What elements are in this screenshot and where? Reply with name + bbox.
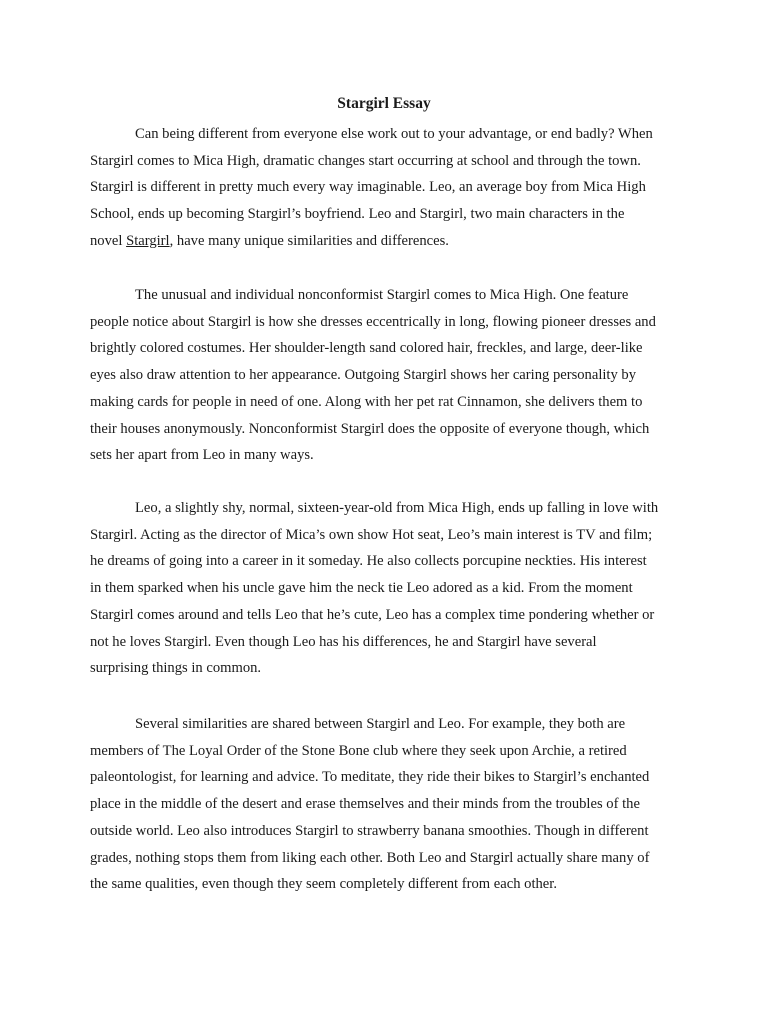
paragraph-line: Leo, a slightly shy, normal, sixteen-year-old from Mica High, ends up falling in love with xyxy=(135,500,659,516)
paragraph-line: making cards for people in need of one. Along with her pet rat Cinnamon, she delivers them to xyxy=(90,393,643,410)
paragraph-line: The unusual and individual nonconformist Stargirl comes to Mica High. One feature xyxy=(135,287,629,303)
paragraph-line: Can being different from everyone else work out to your advantage, or end badly? When xyxy=(135,126,653,142)
paragraph-line: sets her apart from Leo in many ways. xyxy=(90,447,314,464)
paragraph-line: their houses anonymously. Nonconformist Stargirl does the opposite of everyone though, which xyxy=(90,420,650,437)
paragraph-line: he dreams of going into a career in it someday. He also collects porcupine neckties. His interest xyxy=(90,553,647,570)
paragraph-line: surprising things in common. xyxy=(90,660,262,677)
paragraph-line: School, ends up becoming Stargirl’s boyfriend. Leo and Stargirl, two main characters in the xyxy=(90,206,625,223)
line-text: novel xyxy=(90,232,127,249)
line-text: , have many unique similarities and differences. xyxy=(169,232,449,249)
paragraph-line: place in the middle of the desert and erase themselves and their minds from the troubles of the xyxy=(90,796,640,813)
paragraph-line: not he loves Stargirl. Even though Leo has his differences, he and Stargirl have several xyxy=(90,633,597,650)
paragraph-line: brightly colored costumes. Her shoulder-length sand colored hair, freckles, and large, deer-like xyxy=(90,340,643,357)
paragraph-line: Stargirl comes around and tells Leo that he’s cute, Leo has a complex time pondering whether or xyxy=(90,606,655,623)
paragraph-line: paleontologist, for learning and advice. To meditate, they ride their bikes to Stargirl’s enchanted xyxy=(90,769,650,786)
paragraph-2 xyxy=(90,282,680,469)
paragraph-line: Stargirl comes to Mica High, dramatic changes start occurring at school and through the town. xyxy=(90,152,641,169)
paragraph-line: outside world. Leo also introduces Stargirl to strawberry banana smoothies. Though in different xyxy=(90,822,649,839)
paragraph-line: people notice about Stargirl is how she dresses eccentrically in long, flowing pioneer dresses and xyxy=(90,313,656,330)
essay-title: Stargirl Essay xyxy=(337,95,431,112)
paragraph-line: the same qualities, even though they seem completely different from each other. xyxy=(90,876,557,893)
paragraph-3 xyxy=(90,495,680,682)
paragraph-line: Several similarities are shared between Stargirl and Leo. For example, they both are xyxy=(135,716,626,732)
paragraph-4 xyxy=(90,711,680,898)
book-title-underlined: Stargirl xyxy=(126,232,170,249)
paragraph-1 xyxy=(90,121,680,255)
paragraph-line: Stargirl is different in pretty much every way imaginable. Leo, an average boy from Mica High xyxy=(90,179,646,196)
paragraph-line: eyes also draw attention to her appearance. Outgoing Stargirl shows her caring personality by xyxy=(90,367,637,384)
paragraph-line: in them sparked when his uncle gave him the neck tie Leo adored as a kid. From the moment xyxy=(90,580,633,597)
paragraph-line: grades, nothing stops them from liking each other. Both Leo and Stargirl actually share many of xyxy=(90,849,650,866)
paragraph-line xyxy=(90,228,680,255)
paragraph-line: Stargirl. Acting as the director of Mica’s own show Hot seat, Leo’s main interest is TV and film; xyxy=(90,526,653,543)
paragraph-line: members of The Loyal Order of the Stone Bone club where they seek upon Archie, a retired xyxy=(90,742,627,759)
